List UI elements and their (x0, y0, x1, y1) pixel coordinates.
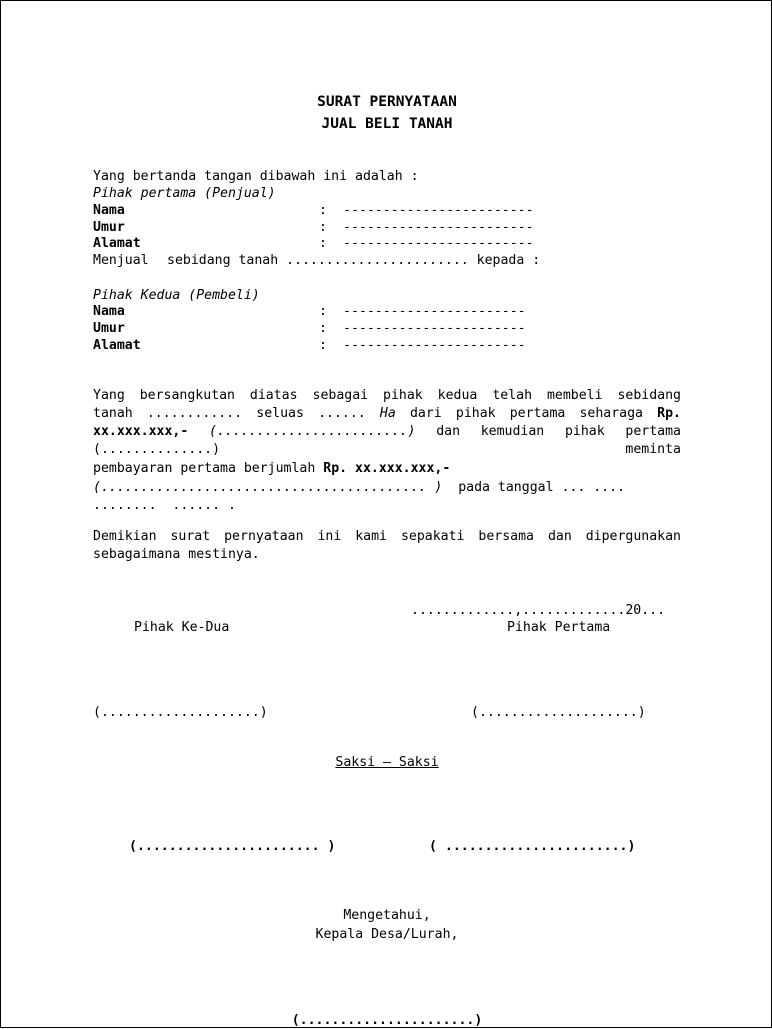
party2-address-colon: : (319, 338, 327, 353)
party2-heading: Pihak Kedua (Pembeli) (93, 288, 260, 303)
party2-address-label: Alamat (93, 338, 141, 353)
document-title-line1: SURAT PERNYATAAN (317, 94, 457, 110)
party1-heading: Pihak pertama (Penjual) (93, 186, 276, 201)
party1-age-value: ------------------------ (343, 220, 534, 235)
body-line-1 (93, 387, 681, 404)
body-line-4-a: (..............) (93, 442, 221, 457)
party1-age-label: Umur (93, 220, 125, 235)
sell-line-b: sebidang tanah ....................... kepada : (167, 253, 541, 268)
sell-line-a: Menjual (93, 253, 149, 268)
body-line-3-amount: xx.xxx.xxx,- (93, 424, 189, 439)
body-line-7: ........ ...... . (93, 498, 236, 513)
party2-age-label: Umur (93, 321, 125, 336)
party1-name-label: Nama (93, 203, 125, 218)
acknowledge-line-1: Mengetahui, (343, 908, 431, 923)
village-head-signature-blank: (......................) (291, 1013, 483, 1028)
body-line-5-amount: Rp. xx.xxx.xxx,- (323, 461, 451, 476)
body-line-1-text: Yang bersangkutan diatas sebagai pihak kedua telah membeli sebidang (93, 388, 681, 403)
witness-heading: Saksi – Saksi (335, 755, 439, 770)
party1-age-colon: : (319, 220, 327, 235)
body-line-2-rp: Rp. (657, 406, 681, 421)
body-line-6-b: pada tanggal ... .... (458, 480, 625, 495)
body-line-4 (93, 441, 681, 458)
body-line-3 (93, 423, 681, 440)
body-line-2 (93, 405, 681, 422)
acknowledge-line-2: Kepala Desa/Lurah, (315, 927, 459, 942)
closing-line-2: sebagaimana mestinya. (93, 547, 260, 562)
party1-address-colon: : (319, 236, 327, 251)
body-line-3-b: dan kemudian pihak pertama (436, 424, 681, 439)
body-line-2-ha: Ha (379, 406, 396, 421)
party1-address-label: Alamat (93, 236, 141, 251)
body-line-2-a: tanah ............ seluas ...... (93, 406, 366, 421)
witness2-signature-blank: ( .......................) (429, 839, 636, 854)
party1-signature-label: Pihak Pertama (507, 620, 611, 635)
party2-name-colon: : (319, 304, 327, 319)
party2-age-value: ----------------------- (343, 321, 526, 336)
party2-name-value: ----------------------- (343, 304, 526, 319)
body-line-6-paren: (......................................... ) (93, 480, 443, 495)
body-line-3-paren: (........................) (209, 424, 416, 439)
body-line-5 (93, 460, 450, 477)
witness1-signature-blank: (....................... ) (129, 839, 336, 854)
body-line-2-b: dari pihak pertama seharaga (409, 406, 643, 421)
body-line-4-b: meminta (625, 442, 681, 457)
closing-line-1 (93, 528, 681, 545)
party2-signature-blank: (....................) (93, 705, 268, 720)
body-line-5-a: pembayaran pertama berjumlah (93, 461, 316, 476)
party1-name-value: ------------------------ (343, 203, 534, 218)
party2-name-label: Nama (93, 304, 125, 319)
closing-line-1-text: Demikian surat pernyataan ini kami sepakati bersama dan dipergunakan (93, 529, 681, 544)
party2-age-colon: : (319, 321, 327, 336)
party2-address-value: ----------------------- (343, 338, 526, 353)
intro-text: Yang bertanda tangan dibawah ini adalah : (93, 169, 419, 184)
party1-address-value: ------------------------ (343, 236, 534, 251)
party1-name-colon: : (319, 203, 327, 218)
date-line: .............,.............20... (411, 603, 666, 618)
document-title-line2: JUAL BELI TANAH (321, 116, 453, 132)
party2-signature-label: Pihak Ke-Dua (134, 620, 230, 635)
party1-signature-blank: (....................) (471, 705, 646, 720)
body-line-6 (93, 479, 625, 496)
